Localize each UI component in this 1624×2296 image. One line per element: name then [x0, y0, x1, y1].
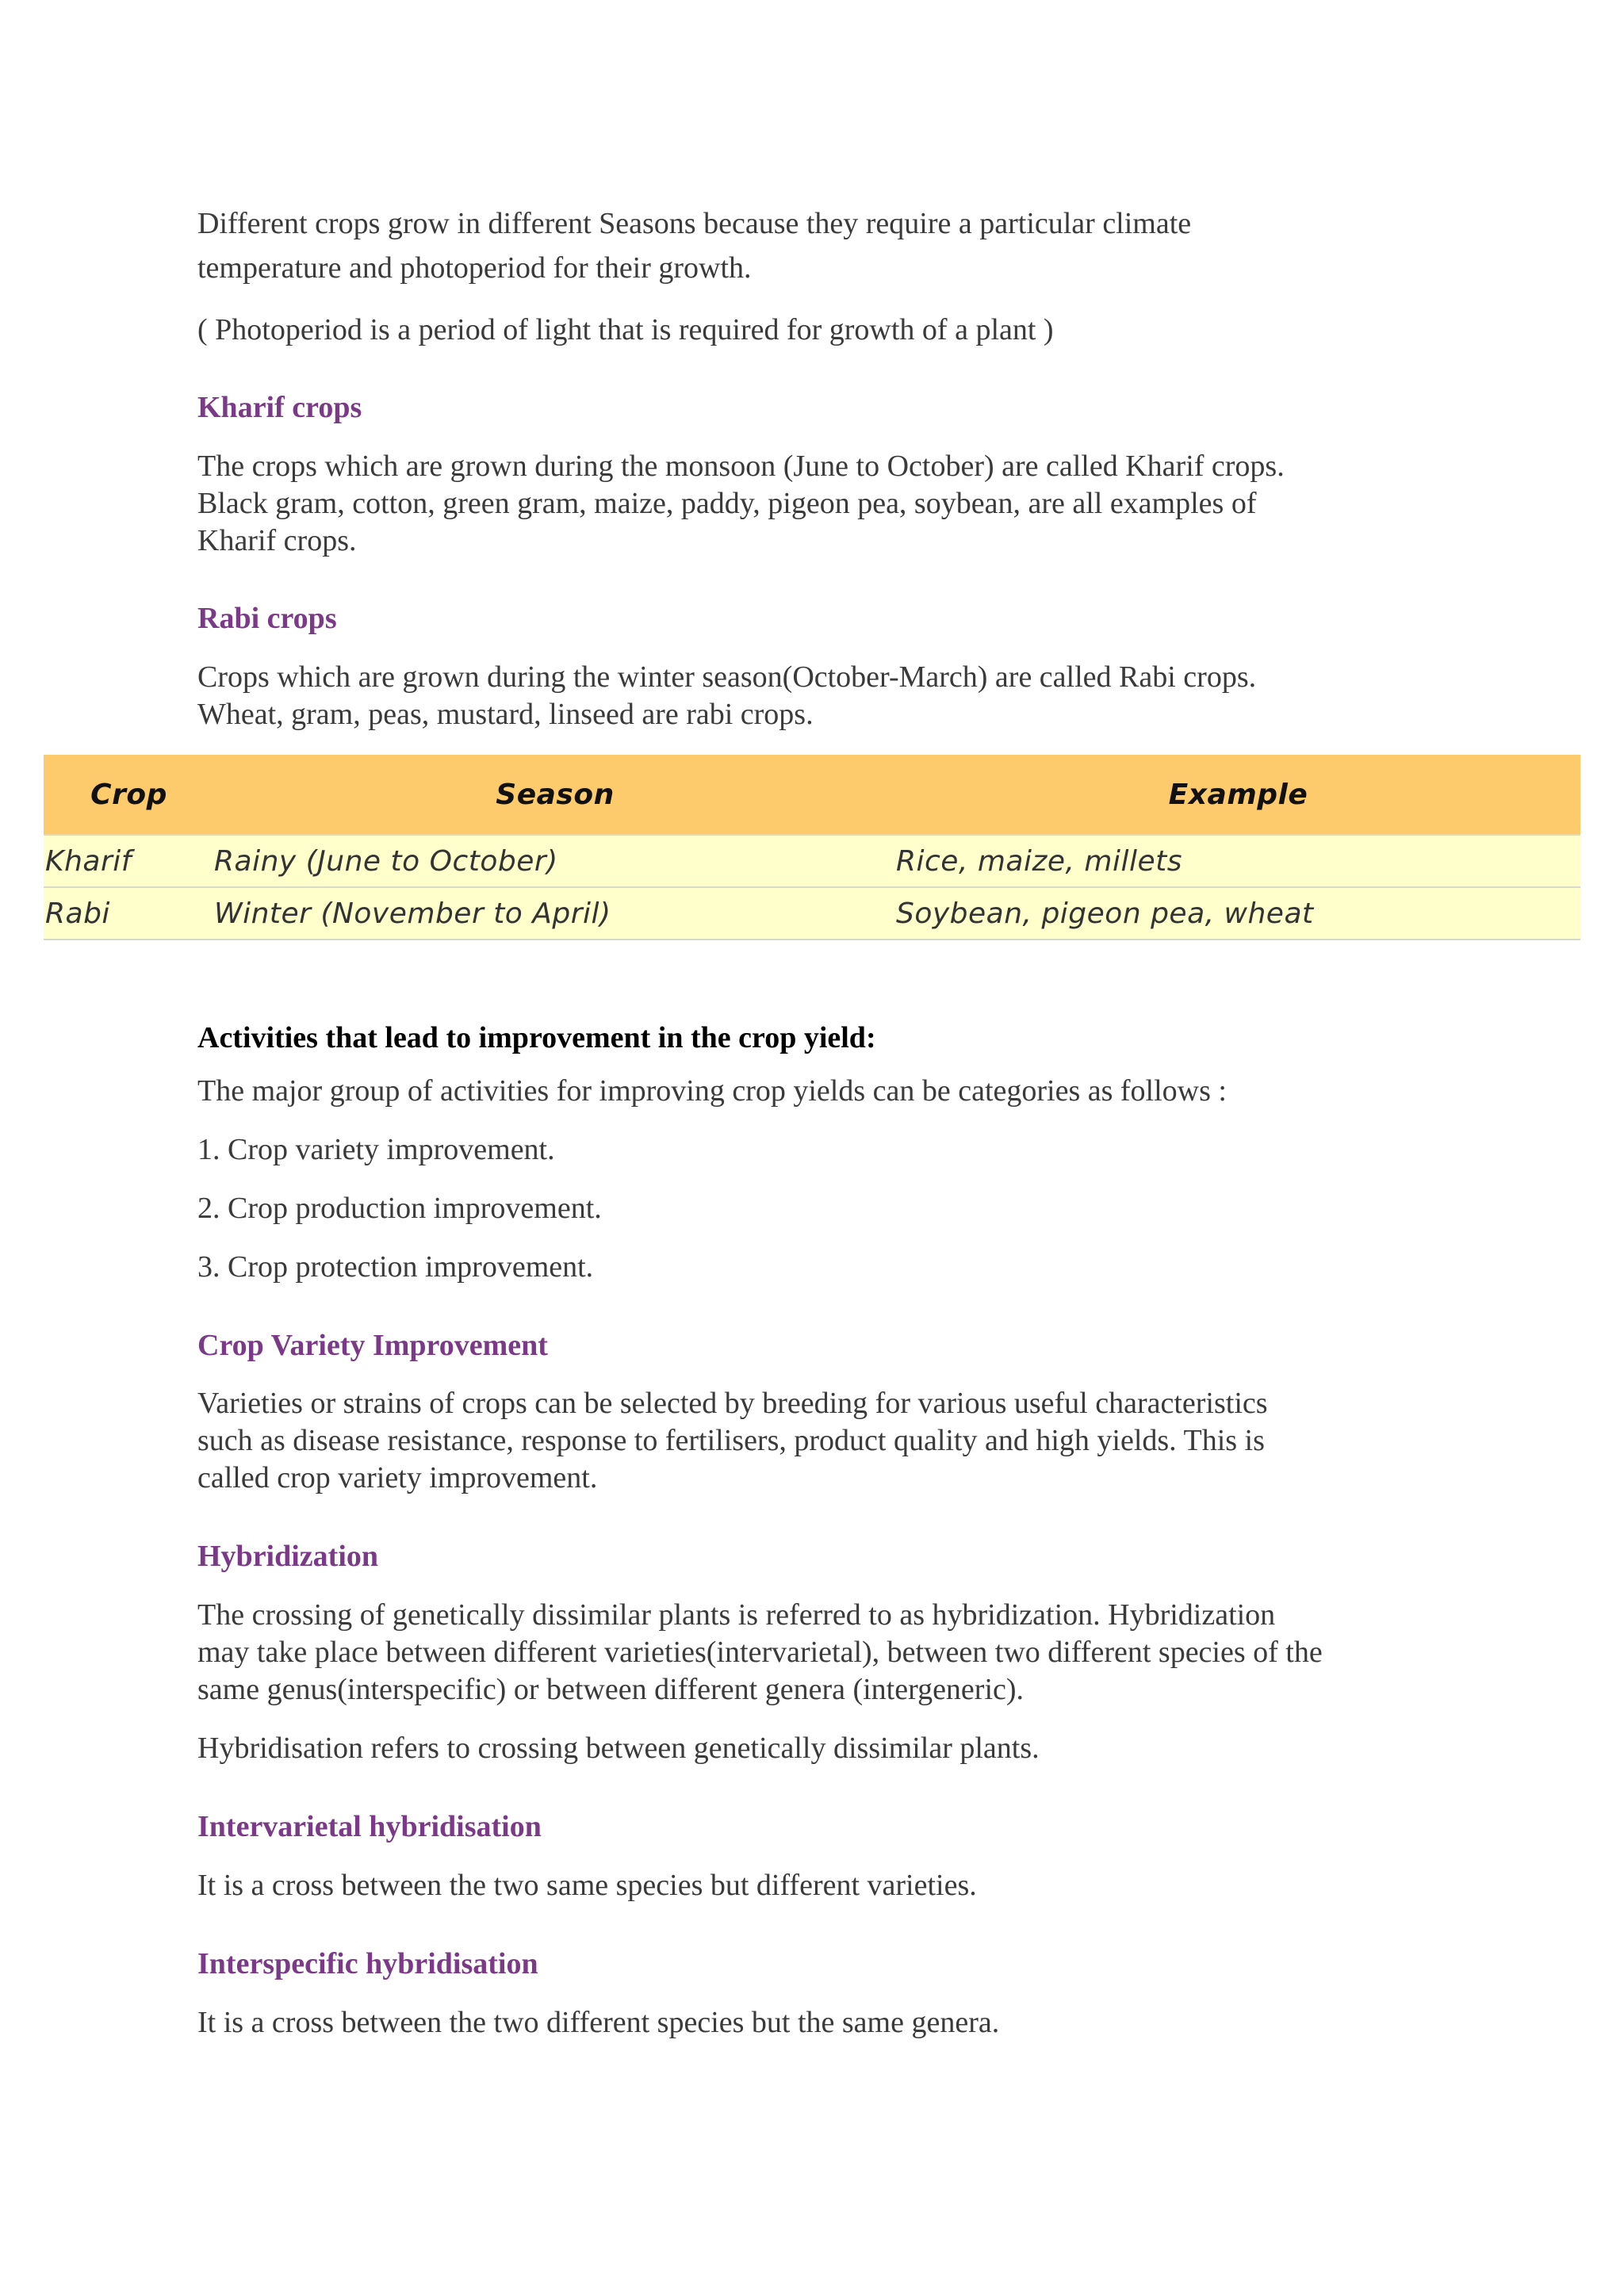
variety-line-1: Varieties or strains of crops can be selected by breeding for various useful characteristics: [197, 1387, 1268, 1420]
table-row: [44, 888, 1580, 940]
table-header-row: [44, 755, 1580, 836]
kharif-line-1: The crops which are grown during the monsoon (June to October) are called Kharif crops.: [197, 450, 1285, 483]
activity-item-1: 1. Crop variety improvement.: [197, 1133, 555, 1166]
rabi-line-1: Crops which are grown during the winter season(October-March) are called Rabi crops.: [197, 660, 1257, 694]
row-crop: Kharif: [45, 844, 132, 878]
kharif-line-2: Black gram, cotton, green gram, maize, paddy, pigeon pea, soybean, are all examples of: [197, 487, 1257, 520]
intro-line-1: Different crops grow in different Seasons because they require a particular climate: [197, 207, 1192, 240]
photoperiod-note: ( Photoperiod is a period of light that is required for growth of a plant ): [197, 313, 1054, 346]
row-example: Rice, maize, millets: [896, 844, 1182, 878]
header-crop: Crop: [90, 778, 167, 811]
hybridization-line-3: same genus(interspecific) or between different genera (intergeneric).: [197, 1673, 1025, 1706]
row-season: Winter (November to April): [214, 897, 611, 930]
activities-intro: The major group of activities for improving crop yields can be categories as follows :: [197, 1074, 1227, 1108]
variety-line-2: such as disease resistance, response to fertilisers, product quality and high yields. This is: [197, 1424, 1265, 1457]
row-crop: Rabi: [45, 897, 110, 930]
interspecific-heading: Interspecific hybridisation: [197, 1947, 538, 1980]
kharif-line-3: Kharif crops.: [197, 524, 357, 557]
intervarietal-heading: Intervarietal hybridisation: [197, 1810, 542, 1843]
hybridization-line-2: may take place between different varieties(intervarietal), between two different species of the: [197, 1636, 1323, 1669]
row-season: Rainy (June to October): [214, 844, 558, 878]
header-season: Season: [496, 778, 615, 811]
kharif-heading: Kharif crops: [197, 391, 362, 424]
hybridization-line-1: The crossing of genetically dissimilar plants is referred to as hybridization. Hybridization: [197, 1598, 1276, 1632]
activity-item-3: 3. Crop protection improvement.: [197, 1250, 594, 1284]
row-example: Soybean, pigeon pea, wheat: [896, 897, 1314, 930]
rabi-line-2: Wheat, gram, peas, mustard, linseed are rabi crops.: [197, 698, 814, 731]
activity-item-2: 2. Crop production improvement.: [197, 1192, 602, 1225]
variety-line-3: called crop variety improvement.: [197, 1461, 598, 1494]
table-row: [44, 836, 1580, 888]
header-example: Example: [1168, 778, 1308, 811]
activities-heading: Activities that lead to improvement in the crop yield:: [197, 1021, 876, 1054]
interspecific-text: It is a cross between the two different species but the same genera.: [197, 2006, 1000, 2039]
hybridization-heading: Hybridization: [197, 1540, 379, 1573]
hybridization-summary: Hybridisation refers to crossing between genetically dissimilar plants.: [197, 1732, 1040, 1765]
intervarietal-text: It is a cross between the two same species but different varieties.: [197, 1869, 977, 1902]
intro-line-2: temperature and photoperiod for their growth.: [197, 251, 752, 285]
crop-season-table: [44, 755, 1580, 940]
variety-heading: Crop Variety Improvement: [197, 1329, 548, 1362]
rabi-heading: Rabi crops: [197, 602, 337, 635]
